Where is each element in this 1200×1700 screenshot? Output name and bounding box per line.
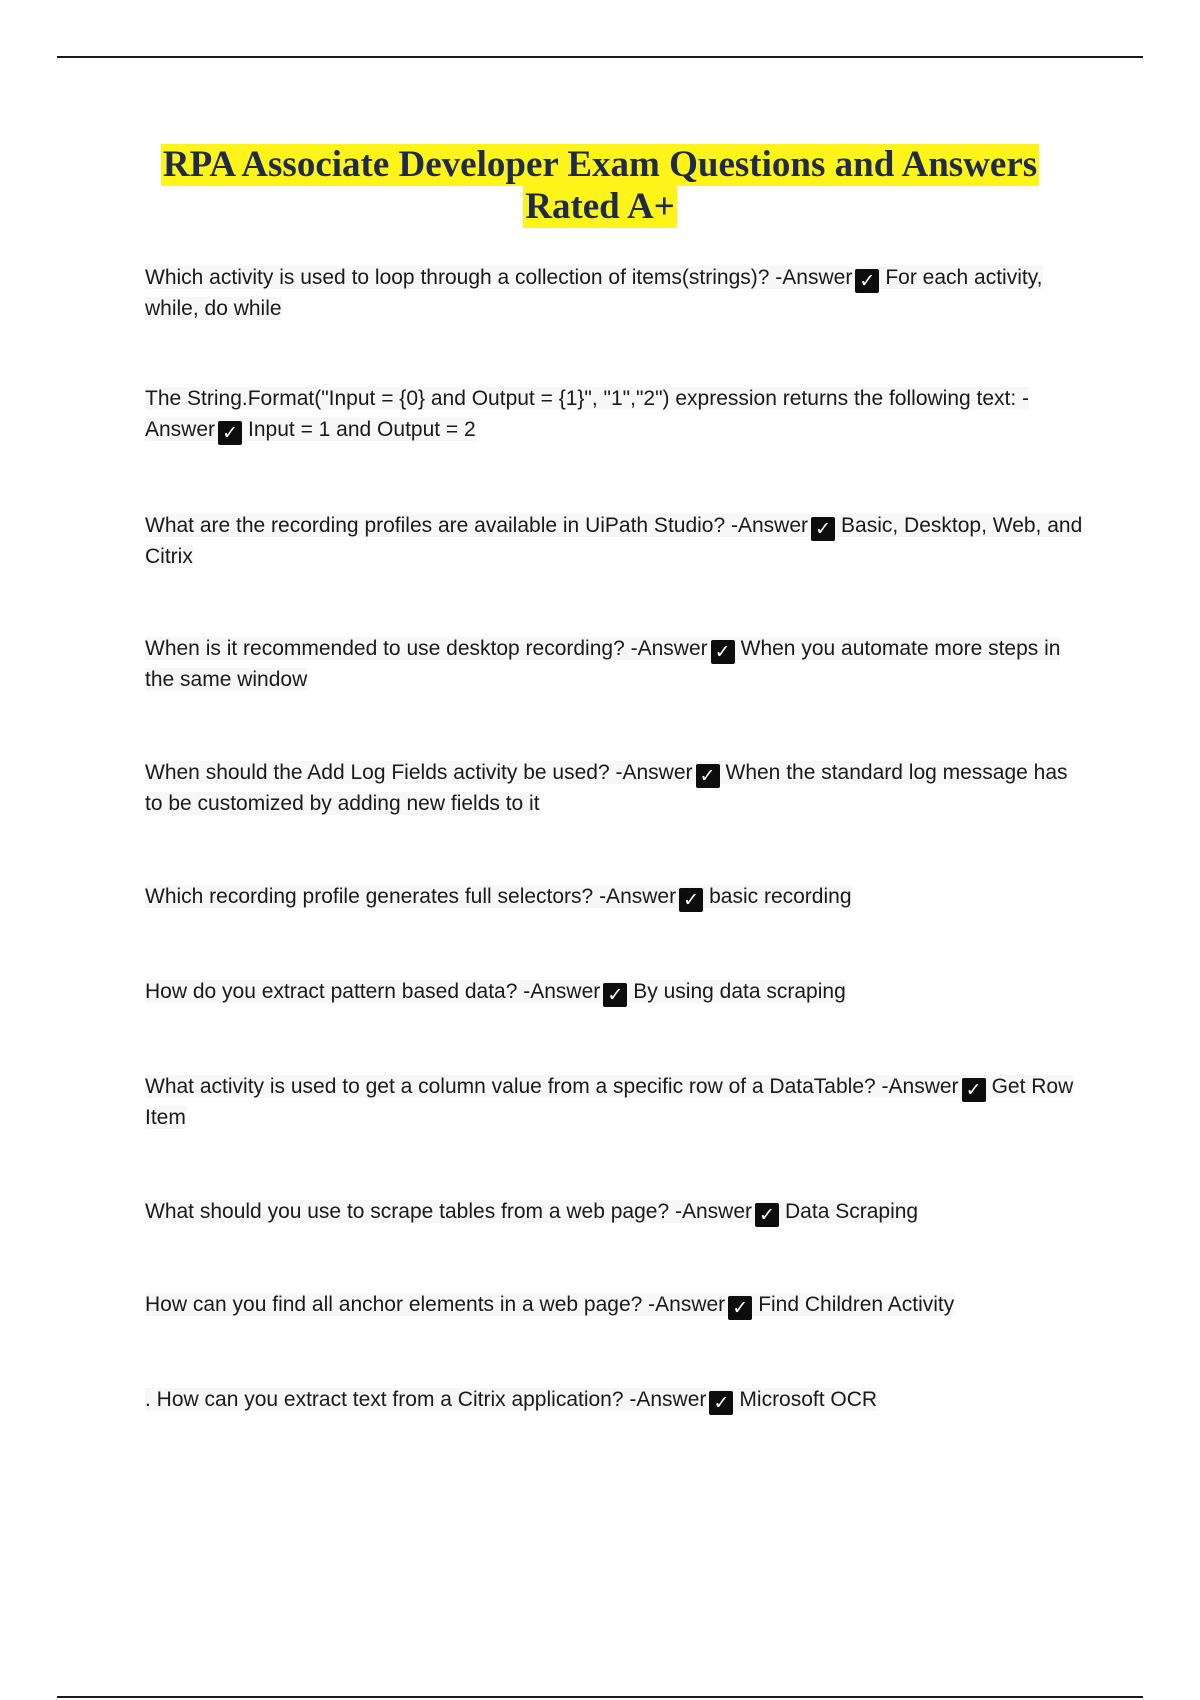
qa-item xyxy=(145,262,1090,324)
check-icon: ✓ xyxy=(696,764,720,788)
answer-text: When the standard log message has to be customized by adding new fields to it xyxy=(145,761,1068,815)
answer-marker: -Answer xyxy=(599,885,677,908)
answer-text: Get Row Item xyxy=(145,1075,1074,1129)
answer-text: When you automate more steps in the same window xyxy=(145,637,1061,691)
answer-marker: -Answer xyxy=(775,266,853,289)
answer-text: Data Scraping xyxy=(785,1200,919,1223)
answer-text: By using data scraping xyxy=(633,980,846,1003)
answer-text: Basic, Desktop, Web, and Citrix xyxy=(145,514,1083,568)
check-icon: ✓ xyxy=(811,517,835,541)
answer-text: For each activity, while, do while xyxy=(145,266,1043,320)
answer-marker: -Answer xyxy=(648,1293,726,1316)
question-text: When is it recommended to use desktop recording? xyxy=(145,637,625,660)
bottom-rule xyxy=(57,1696,1143,1698)
check-icon: ✓ xyxy=(711,640,735,664)
check-icon: ✓ xyxy=(855,269,879,293)
check-icon: ✓ xyxy=(755,1203,779,1227)
document-title xyxy=(100,144,1100,228)
answer-text: Find Children Activity xyxy=(758,1293,955,1316)
answer-marker: -Answer xyxy=(630,637,708,660)
qa-item xyxy=(145,1196,1090,1227)
question-text: Which recording profile generates full selectors? xyxy=(145,885,594,908)
qa-item xyxy=(145,383,1090,445)
answer-text: Input = 1 and Output = 2 xyxy=(248,418,476,441)
title-line-2: Rated A+ xyxy=(525,186,675,227)
check-icon: ✓ xyxy=(728,1296,752,1320)
check-icon: ✓ xyxy=(603,983,627,1007)
answer-marker: -Answer xyxy=(731,514,809,537)
qa-item xyxy=(145,510,1090,572)
check-icon: ✓ xyxy=(218,421,242,445)
question-text: What should you use to scrape tables from a web page? xyxy=(145,1200,670,1223)
qa-item xyxy=(145,881,1090,912)
answer-marker: -Answer xyxy=(615,761,693,784)
qa-item xyxy=(145,1071,1090,1133)
question-text: The String.Format("Input = {0} and Output = {1}", "1","2") expression returns the following text: xyxy=(145,387,1017,410)
question-text: How do you extract pattern based data? xyxy=(145,980,518,1003)
question-text: When should the Add Log Fields activity be used? xyxy=(145,761,610,784)
question-text: What are the recording profiles are available in UiPath Studio? xyxy=(145,514,726,537)
top-rule xyxy=(57,56,1143,58)
answer-marker: -Answer xyxy=(881,1075,959,1098)
check-icon: ✓ xyxy=(709,1391,733,1415)
qa-item xyxy=(145,757,1090,819)
check-icon: ✓ xyxy=(679,888,703,912)
answer-marker: -Answer xyxy=(523,980,601,1003)
answer-marker: -Answer xyxy=(674,1200,753,1223)
answer-marker: -Answer xyxy=(629,1388,707,1411)
qa-item xyxy=(145,1384,1090,1415)
answer-marker: -Answer xyxy=(145,387,1030,441)
qa-item xyxy=(145,976,1090,1007)
question-text: . How can you extract text from a Citrix application? xyxy=(145,1388,624,1411)
title-line-1: RPA Associate Developer Exam Questions and Answers xyxy=(162,144,1038,185)
question-text: What activity is used to get a column value from a specific row of a DataTable? xyxy=(145,1075,876,1098)
question-text: How can you find all anchor elements in a web page? xyxy=(145,1293,643,1316)
answer-text: Microsoft OCR xyxy=(739,1388,878,1411)
check-icon: ✓ xyxy=(962,1078,986,1102)
question-text: Which activity is used to loop through a collection of items(strings)? xyxy=(145,266,770,289)
qa-item xyxy=(145,1289,1090,1320)
qa-item xyxy=(145,633,1090,695)
answer-text: basic recording xyxy=(709,885,852,908)
